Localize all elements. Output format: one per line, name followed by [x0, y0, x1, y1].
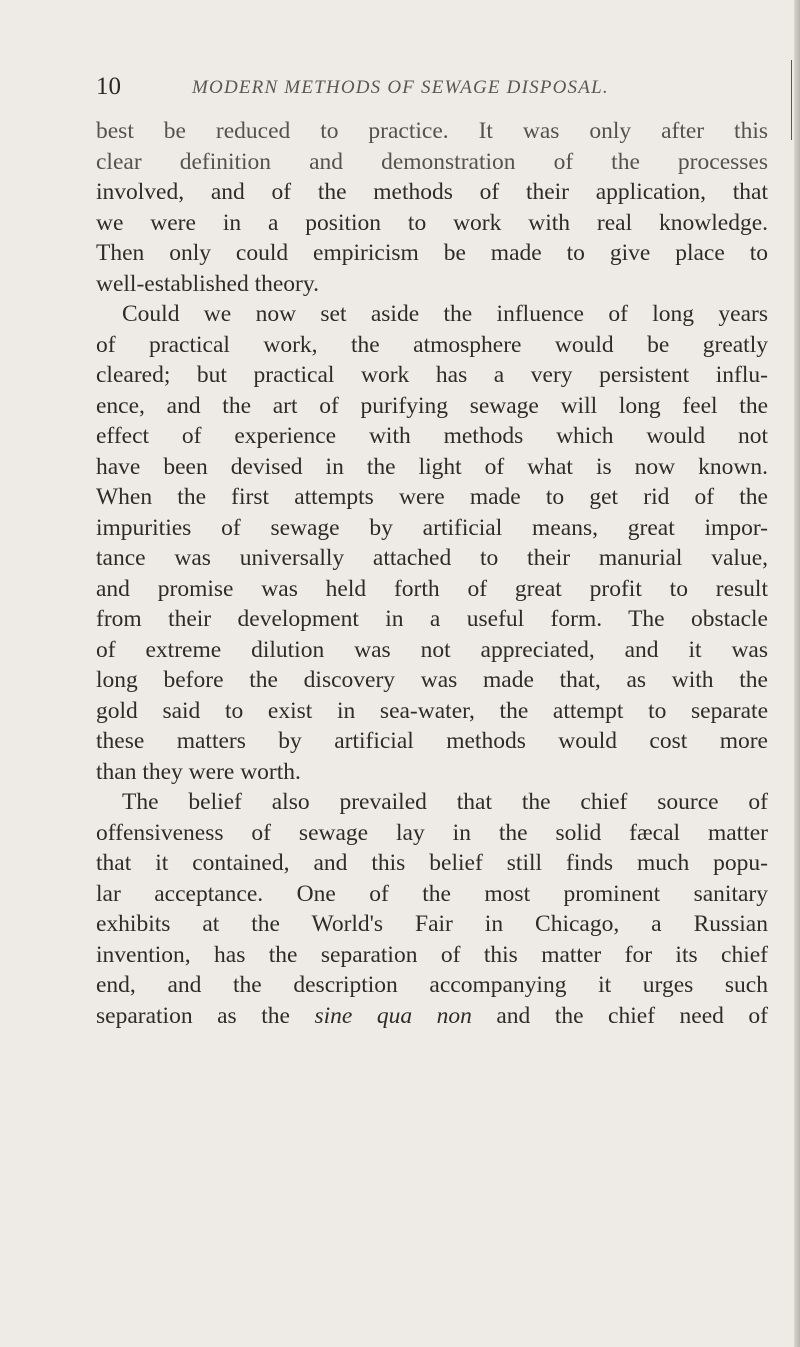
paragraph-end-line: than they were worth.	[96, 758, 301, 785]
text-line: impurities of sewage by artificial means, great impor-	[96, 514, 768, 541]
text-line: have been devised in the light of what is now known.	[96, 453, 768, 480]
paragraph-end-line: well-established theory.	[96, 270, 319, 297]
text-line: of practical work, the atmosphere would be greatly	[96, 331, 768, 358]
text-line: these matters by artificial methods would cost more	[96, 728, 768, 754]
text-line: exhibits at the World's Fair in Chicago, a Russian	[96, 911, 768, 937]
text-line: gold said to exist in sea-water, the attempt to separate	[96, 697, 768, 724]
text-line: ence, and the art of purifying sewage will long feel the	[96, 392, 768, 419]
text-line: from their development in a useful form. The obstacle	[96, 606, 768, 632]
paragraph-start-line: Could we now set aside the influence of long years	[122, 301, 768, 327]
text-line: that it contained, and this belief still finds much popu-	[96, 850, 768, 876]
text-line: clear definition and demonstration of the processes	[96, 148, 768, 175]
text-line: best be reduced to practice. It was only after this	[96, 118, 768, 144]
text-line: tance was universally attached to their manurial value,	[96, 545, 768, 571]
final-line-end: and the chief need of	[496, 1002, 769, 1029]
text-line: Then only could empiricism be made to give place to	[96, 240, 768, 266]
text-line: lar acceptance. One of the most prominent sanitary	[96, 880, 768, 907]
paragraph-start-line: The belief also prevailed that the chief source of	[122, 789, 768, 815]
page-number: 10	[96, 73, 121, 100]
final-text-line	[96, 1001, 768, 1032]
text-line: effect of experience with methods which would not	[96, 423, 768, 449]
text-line: involved, and of the methods of their application, that	[96, 179, 768, 205]
text-line: we were in a position to work with real knowledge.	[96, 209, 768, 236]
text-line: invention, has the separation of this matter for its chief	[96, 941, 768, 968]
page-edge	[794, 0, 800, 1347]
latin-phrase: sine qua non	[314, 1002, 472, 1029]
running-title: MODERN METHODS OF SEWAGE DISPOSAL.	[192, 77, 609, 98]
text-line: end, and the description accompanying it urges such	[96, 972, 768, 998]
text-line: offensiveness of sewage lay in the solid fæcal matter	[96, 819, 768, 846]
body-text	[96, 116, 768, 1031]
text-line: When the first attempts were made to get rid of the	[96, 484, 768, 510]
text-line: and promise was held forth of great profit to result	[96, 575, 768, 602]
final-line-start: separation as the	[96, 1002, 290, 1029]
text-line: cleared; but practical work has a very persistent influ-	[96, 362, 768, 388]
text-line: of extreme dilution was not appreciated, and it was	[96, 636, 768, 663]
running-head	[96, 72, 756, 102]
text-line: long before the discovery was made that, as with the	[96, 667, 768, 693]
page-edge-mark	[791, 60, 792, 140]
